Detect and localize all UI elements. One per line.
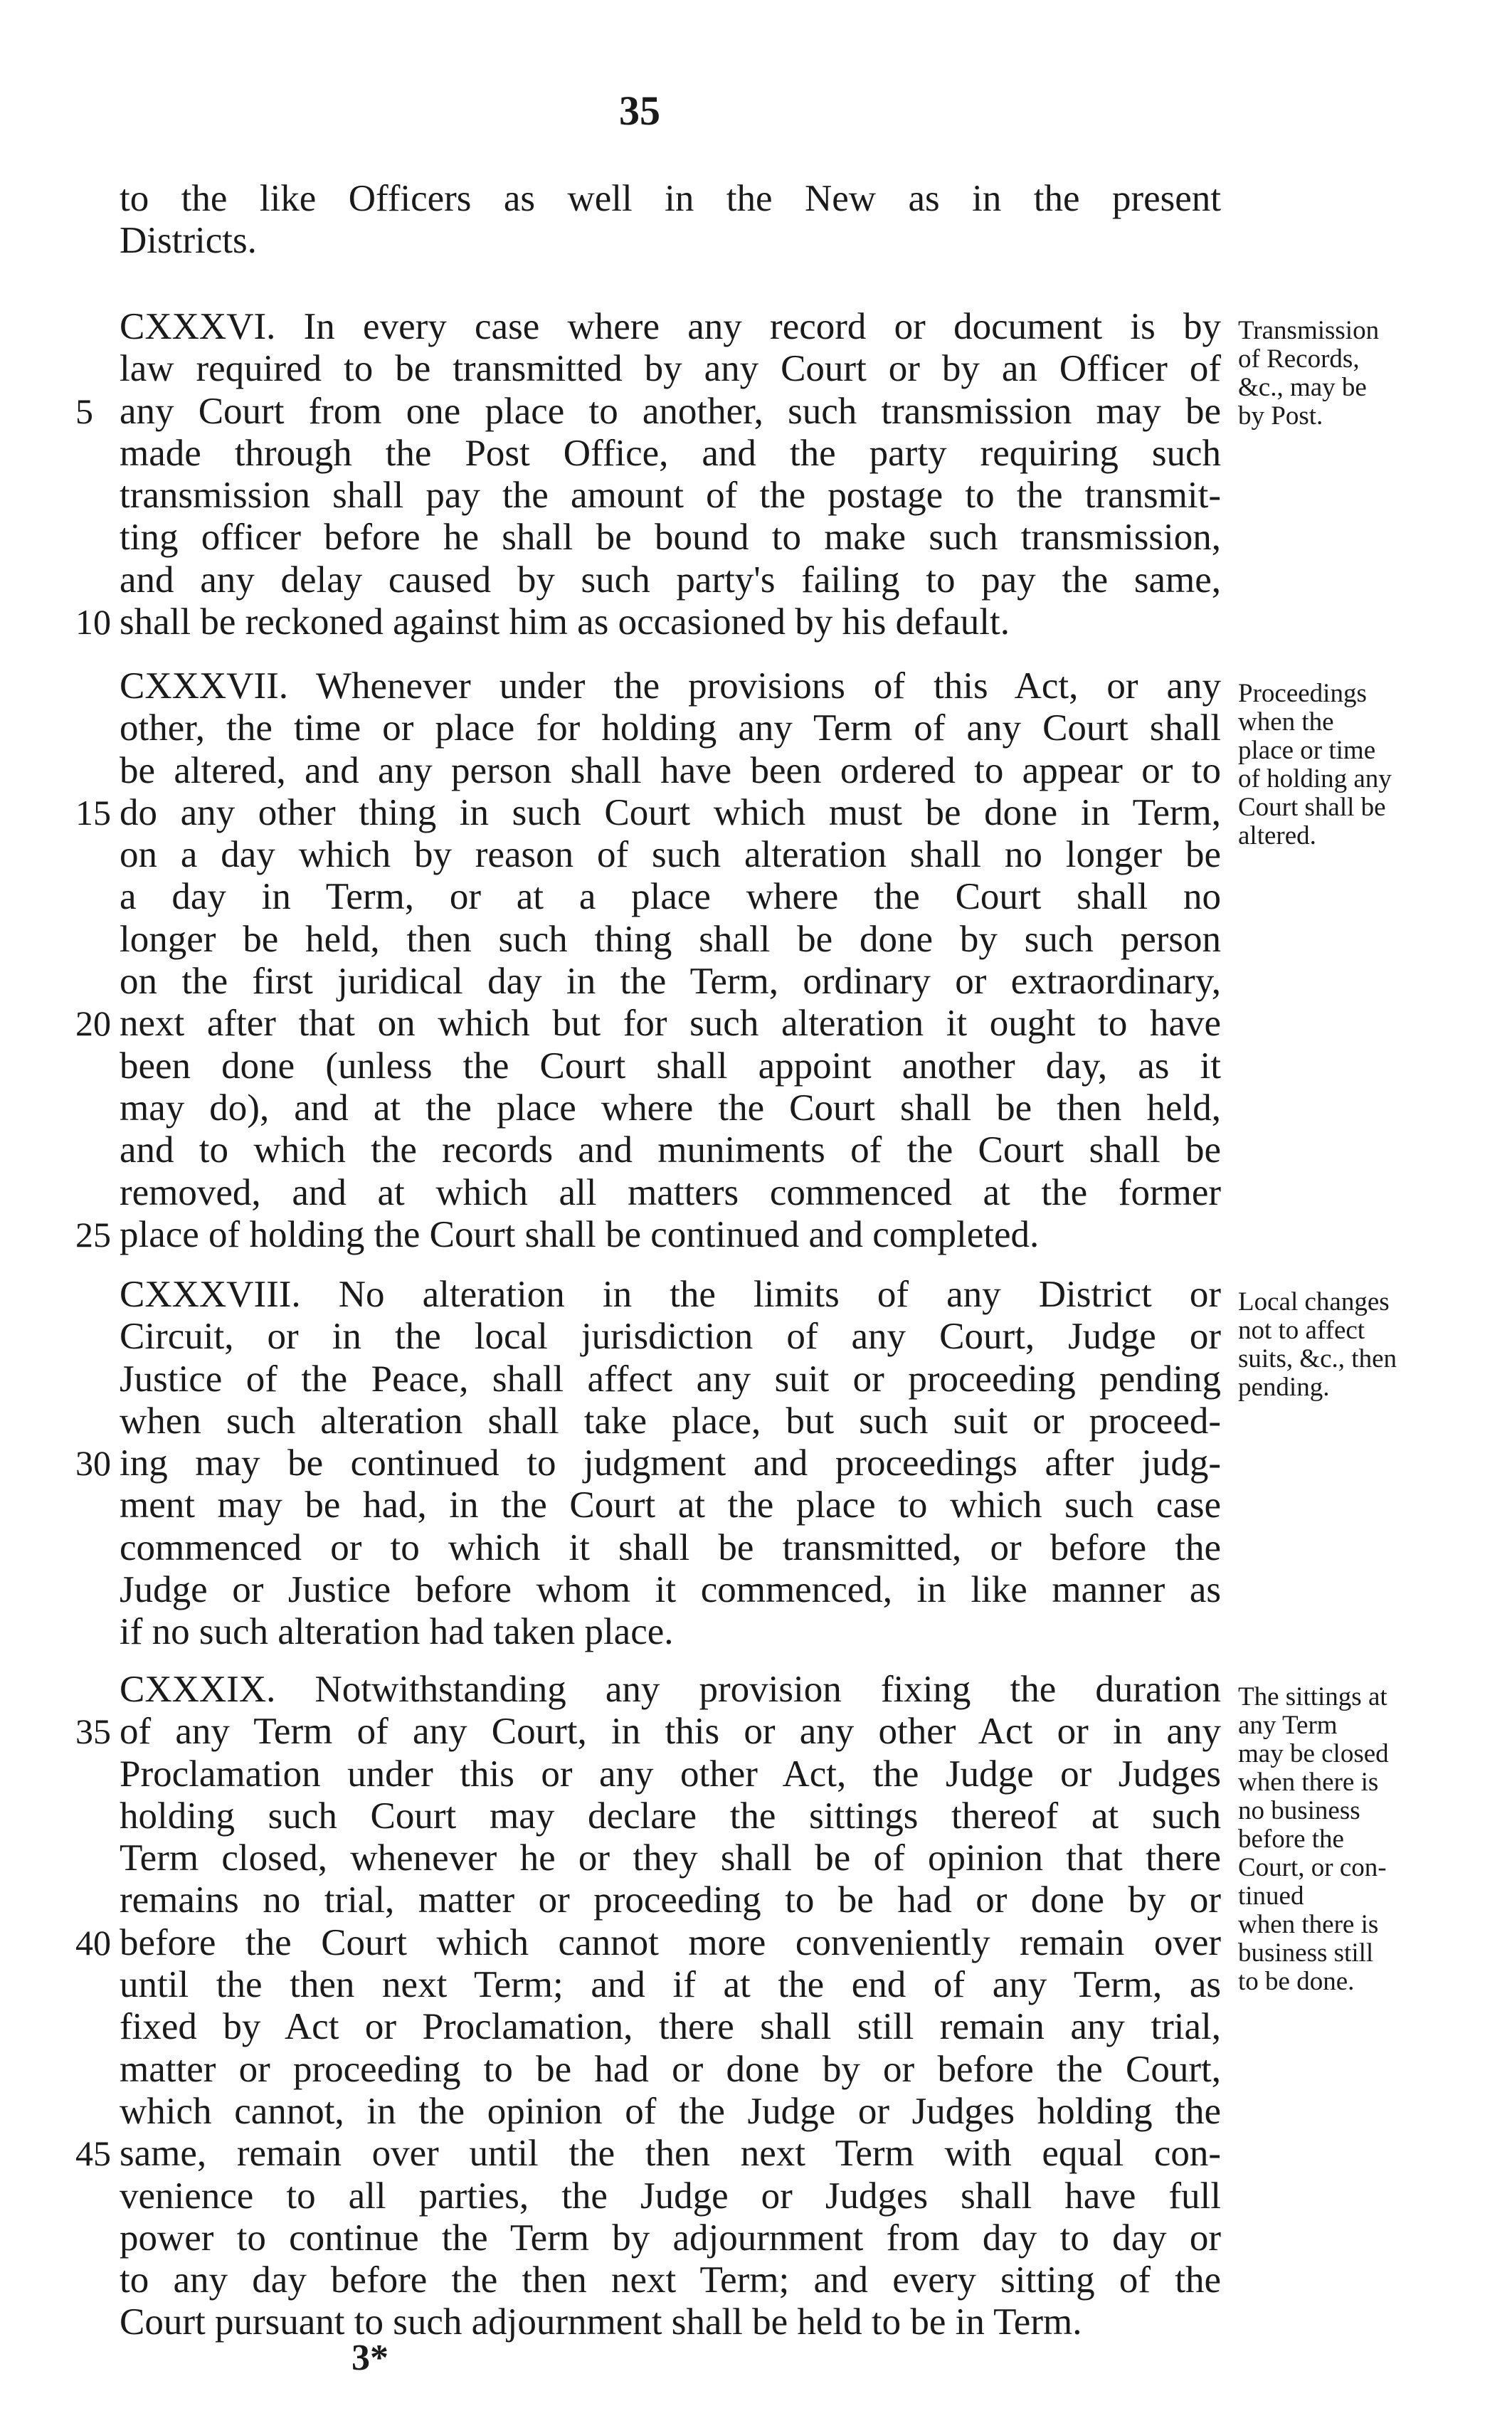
text-block-s136 bbox=[75, 306, 1221, 643]
text-line bbox=[120, 1087, 1221, 1129]
line-text: holding such Court may declare the sittings thereof at such bbox=[120, 1795, 1221, 1837]
text-line bbox=[120, 961, 1221, 1003]
text-line bbox=[120, 2006, 1221, 2048]
margin-note-line: Court, or con- bbox=[1238, 1853, 1387, 1882]
text-line bbox=[120, 834, 1221, 876]
text-line bbox=[120, 1964, 1221, 2006]
line-number: 30 bbox=[75, 1443, 111, 1484]
text-line bbox=[75, 1711, 1221, 1753]
line-text: next after that on which but for such alteration it ought to have bbox=[120, 1003, 1221, 1045]
text-line bbox=[120, 1611, 1221, 1653]
text-line bbox=[120, 1837, 1221, 1879]
margin-note-line: pending. bbox=[1238, 1373, 1330, 1402]
margin-note-line: altered. bbox=[1238, 821, 1316, 850]
text-line bbox=[120, 1795, 1221, 1837]
line-text: until the then next Term; and if at the end of any Term, as bbox=[120, 1964, 1221, 2006]
text-line bbox=[120, 2217, 1221, 2259]
line-number: 45 bbox=[75, 2133, 111, 2174]
text-line bbox=[120, 1274, 1221, 1316]
line-text: other, the time or place for holding any Term of any Court shall bbox=[120, 707, 1221, 749]
line-text: law required to be transmitted by any Court or by an Officer of bbox=[120, 348, 1221, 390]
text-line bbox=[75, 1921, 1221, 1964]
text-line bbox=[75, 1442, 1221, 1484]
margin-note-line: Court shall be bbox=[1238, 793, 1386, 822]
margin-note-line: not to affect bbox=[1238, 1316, 1365, 1345]
text-line bbox=[75, 1003, 1221, 1045]
line-text: shall be reckoned against him as occasioned by his default. bbox=[120, 601, 1010, 643]
line-text: Court pursuant to such adjournment shall be held to be in Term. bbox=[120, 2301, 1082, 2343]
text-line bbox=[120, 306, 1221, 348]
line-text: commenced or to which it shall be transmitted, or before the bbox=[120, 1526, 1221, 1568]
text-line bbox=[120, 2091, 1221, 2133]
text-line bbox=[120, 2175, 1221, 2217]
line-text: ing may be continued to judgment and proceedings after judg- bbox=[120, 1442, 1221, 1484]
margin-note-line: suits, &c., then bbox=[1238, 1344, 1397, 1373]
text-line bbox=[120, 1669, 1221, 1711]
text-line bbox=[120, 1569, 1221, 1611]
text-line bbox=[120, 178, 1221, 220]
text-line bbox=[120, 1879, 1221, 1921]
margin-note-line: Local changes bbox=[1238, 1287, 1390, 1316]
line-text: been done (unless the Court shall appoint another day, as it bbox=[120, 1045, 1221, 1087]
text-line bbox=[120, 1484, 1221, 1526]
margin-note-line: when there is bbox=[1238, 1910, 1379, 1939]
text-line bbox=[120, 665, 1221, 707]
line-number: 5 bbox=[75, 391, 93, 431]
text-line bbox=[75, 601, 1221, 643]
line-text: a day in Term, or at a place where the Court shall no bbox=[120, 876, 1221, 918]
line-text: to the like Officers as well in the New as in the present bbox=[120, 178, 1221, 219]
line-number: 25 bbox=[75, 1214, 111, 1255]
margin-note-line: no business bbox=[1238, 1796, 1360, 1825]
line-text: when such alteration shall take place, but such suit or proceed- bbox=[120, 1400, 1221, 1442]
text-line bbox=[75, 2133, 1221, 2175]
margin-note-line: The sittings at bbox=[1238, 1682, 1387, 1711]
line-text: be altered, and any person shall have been ordered to appear or to bbox=[120, 749, 1221, 791]
text-line bbox=[120, 348, 1221, 390]
line-text: any Court from one place to another, such transmission may be bbox=[120, 390, 1221, 432]
signature-mark: 3* bbox=[351, 2338, 388, 2378]
line-text: on the first juridical day in the Term, ordinary or extraordinary, bbox=[120, 961, 1221, 1003]
page-number: 35 bbox=[619, 88, 660, 134]
text-line bbox=[120, 1753, 1221, 1795]
margin-note-transmission bbox=[1238, 317, 1452, 431]
text-line bbox=[120, 1400, 1221, 1442]
margin-note-line: business still bbox=[1238, 1938, 1374, 1968]
margin-note-line: Transmission bbox=[1238, 316, 1380, 345]
text-line bbox=[120, 919, 1221, 961]
line-text: Justice of the Peace, shall affect any suit or proceeding pending bbox=[120, 1358, 1221, 1400]
text-line bbox=[120, 1129, 1221, 1171]
text-line bbox=[120, 707, 1221, 749]
text-block-s137 bbox=[75, 665, 1221, 1256]
text-line bbox=[120, 220, 1221, 262]
line-text: made through the Post Office, and the party requiring such bbox=[120, 432, 1221, 474]
text-line bbox=[75, 390, 1221, 433]
text-block-s138 bbox=[75, 1274, 1221, 1654]
line-number: 40 bbox=[75, 1922, 111, 1963]
line-text: and any delay caused by such party's failing to pay the same, bbox=[120, 559, 1221, 601]
line-text: before the Court which cannot more conveniently remain over bbox=[120, 1921, 1221, 1963]
text-line bbox=[120, 2301, 1221, 2343]
text-line bbox=[120, 750, 1221, 792]
margin-note-line: &c., may be bbox=[1238, 373, 1367, 402]
line-text: and to which the records and muniments of the Court shall be bbox=[120, 1129, 1221, 1171]
text-line bbox=[120, 1358, 1221, 1400]
text-line bbox=[75, 1213, 1221, 1256]
line-text: transmission shall pay the amount of the postage to the transmit- bbox=[120, 475, 1221, 517]
line-number: 35 bbox=[75, 1711, 111, 1752]
line-text: place of holding the Court shall be continued and completed. bbox=[120, 1213, 1040, 1255]
text-line bbox=[75, 791, 1221, 834]
line-text: CXXXVI. In every case where any record or document is by bbox=[120, 306, 1221, 347]
text-line bbox=[120, 2049, 1221, 2091]
line-text: Proclamation under this or any other Act, the Judge or Judges bbox=[120, 1753, 1221, 1795]
line-text: matter or proceeding to be had or done by or before the Court, bbox=[120, 2048, 1221, 2090]
line-text: to any day before the then next Term; and every sitting of the bbox=[120, 2259, 1221, 2301]
line-text: power to continue the Term by adjournment from day to day or bbox=[120, 2217, 1221, 2259]
margin-note-line: by Post. bbox=[1238, 401, 1323, 431]
line-text: removed, and at which all matters commenced at the former bbox=[120, 1171, 1221, 1213]
line-text: Districts. bbox=[120, 220, 257, 262]
line-number: 20 bbox=[75, 1003, 111, 1044]
margin-note-line: tinued bbox=[1238, 1882, 1304, 1911]
line-text: venience to all parties, the Judge or Judges shall have full bbox=[120, 2175, 1221, 2217]
line-text: Circuit, or in the local jurisdiction of any Court, Judge or bbox=[120, 1316, 1221, 1358]
margin-note-line: place or time bbox=[1238, 736, 1376, 765]
line-text: if no such alteration had taken place. bbox=[120, 1611, 674, 1653]
text-block-s139 bbox=[75, 1669, 1221, 2344]
line-text: CXXXIX. Notwithstanding any provision fixing the duration bbox=[120, 1669, 1221, 1710]
margin-note-sittings bbox=[1238, 1683, 1452, 1996]
text-line bbox=[120, 876, 1221, 918]
margin-note-line: when there is bbox=[1238, 1768, 1379, 1797]
line-number: 10 bbox=[75, 602, 111, 643]
margin-note-line: any Term bbox=[1238, 1711, 1338, 1740]
text-line bbox=[120, 2259, 1221, 2301]
text-line bbox=[120, 1172, 1221, 1214]
line-text: on a day which by reason of such alteration shall no longer be bbox=[120, 834, 1221, 876]
text-line bbox=[120, 517, 1221, 559]
margin-note-line: may be closed bbox=[1238, 1739, 1389, 1768]
line-text: ment may be had, in the Court at the place to which such case bbox=[120, 1484, 1221, 1526]
line-text: Term closed, whenever he or they shall be of opinion that there bbox=[120, 1837, 1221, 1879]
line-text: which cannot, in the opinion of the Judge or Judges holding the bbox=[120, 2090, 1221, 2132]
line-text: longer be held, then such thing shall be done by such person bbox=[120, 918, 1221, 960]
text-line bbox=[120, 1316, 1221, 1358]
line-text: Judge or Justice before whom it commenced, in like manner as bbox=[120, 1569, 1221, 1611]
text-line bbox=[120, 1045, 1221, 1087]
margin-note-line: of Records, bbox=[1238, 344, 1360, 374]
margin-note-line: Proceedings bbox=[1238, 679, 1367, 708]
line-number: 15 bbox=[75, 792, 111, 833]
line-text: same, remain over until the then next Term with equal con- bbox=[120, 2133, 1221, 2175]
line-text: of any Term of any Court, in this or any other Act or in any bbox=[120, 1711, 1221, 1753]
margin-note-line: of holding any bbox=[1238, 764, 1392, 793]
line-text: ting officer before he shall be bound to make such transmission, bbox=[120, 517, 1221, 559]
margin-note-line: when the bbox=[1238, 707, 1334, 737]
line-text: may do), and at the place where the Court shall be then held, bbox=[120, 1087, 1221, 1129]
text-line bbox=[120, 475, 1221, 517]
line-text: fixed by Act or Proclamation, there shall still remain any trial, bbox=[120, 2006, 1221, 2048]
line-text: CXXXVIII. No alteration in the limits of any District or bbox=[120, 1274, 1221, 1315]
margin-note-line: before the bbox=[1238, 1825, 1344, 1854]
line-text: remains no trial, matter or proceeding to be had or done by or bbox=[120, 1879, 1221, 1921]
line-text: CXXXVII. Whenever under the provisions of this Act, or any bbox=[120, 665, 1221, 707]
margin-note-local-changes bbox=[1238, 1288, 1452, 1402]
margin-note-proceedings bbox=[1238, 680, 1452, 850]
text-block-intro bbox=[120, 178, 1221, 263]
margin-note-line: to be done. bbox=[1238, 1967, 1355, 1996]
line-text: do any other thing in such Court which must be done in Term, bbox=[120, 791, 1221, 833]
text-line bbox=[120, 433, 1221, 475]
text-line bbox=[120, 1527, 1221, 1569]
text-line bbox=[120, 559, 1221, 601]
